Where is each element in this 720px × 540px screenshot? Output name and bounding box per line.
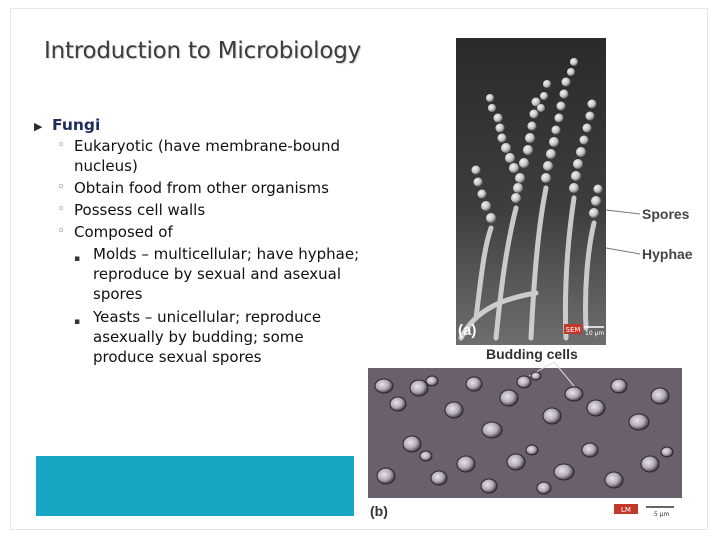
small-circle-icon: ◦ xyxy=(57,202,65,217)
small-circle-icon: ◦ xyxy=(57,224,65,239)
bullet-fungi xyxy=(34,116,364,134)
list-item: ◦ Composed of xyxy=(57,223,173,241)
panel-a-label: (a) xyxy=(458,322,477,339)
hyphae-label: Hyphae xyxy=(642,246,693,262)
small-circle-icon: ◦ xyxy=(57,138,65,153)
list-item: ◦ Obtain food from other organisms xyxy=(57,179,329,197)
small-circle-icon: ◦ xyxy=(57,180,65,195)
small-square-icon: ▪ xyxy=(74,254,81,264)
list-item: ◦ Eukaryotic (have membrane-bound nucleus) xyxy=(57,137,341,175)
budding-cells-heading: Budding cells xyxy=(486,346,578,362)
scale-tag-a-text: SEM xyxy=(565,326,581,334)
scale-bar-a-text: 10 µm xyxy=(585,330,605,337)
slide-body xyxy=(34,116,364,370)
scale-tag-b-text: LM xyxy=(621,506,631,514)
fungi-points-list xyxy=(57,136,364,242)
mold-micrograph xyxy=(456,38,696,345)
panel-b-label: (b) xyxy=(370,503,388,519)
list-item: ▪ Yeasts – unicellular; reproduce asexually by budding; some produce sexual spores xyxy=(74,308,322,366)
spores-label: Spores xyxy=(642,206,690,222)
topic-heading: Fungi xyxy=(52,116,101,134)
small-square-icon: ▪ xyxy=(74,317,81,327)
list-item: ◦ Possess cell walls xyxy=(57,201,206,219)
accent-block xyxy=(36,456,354,516)
triangle-right-icon: ▶ xyxy=(34,120,43,133)
slide-title: Introduction to Microbiology xyxy=(44,38,362,64)
composition-list xyxy=(74,244,364,367)
list-item: ▪ Molds – multicellular; have hyphae; reproduce by sexual and asexual spores xyxy=(74,245,360,303)
scale-bar-b-text: 5 µm xyxy=(654,511,670,518)
yeast-micrograph xyxy=(364,346,686,522)
